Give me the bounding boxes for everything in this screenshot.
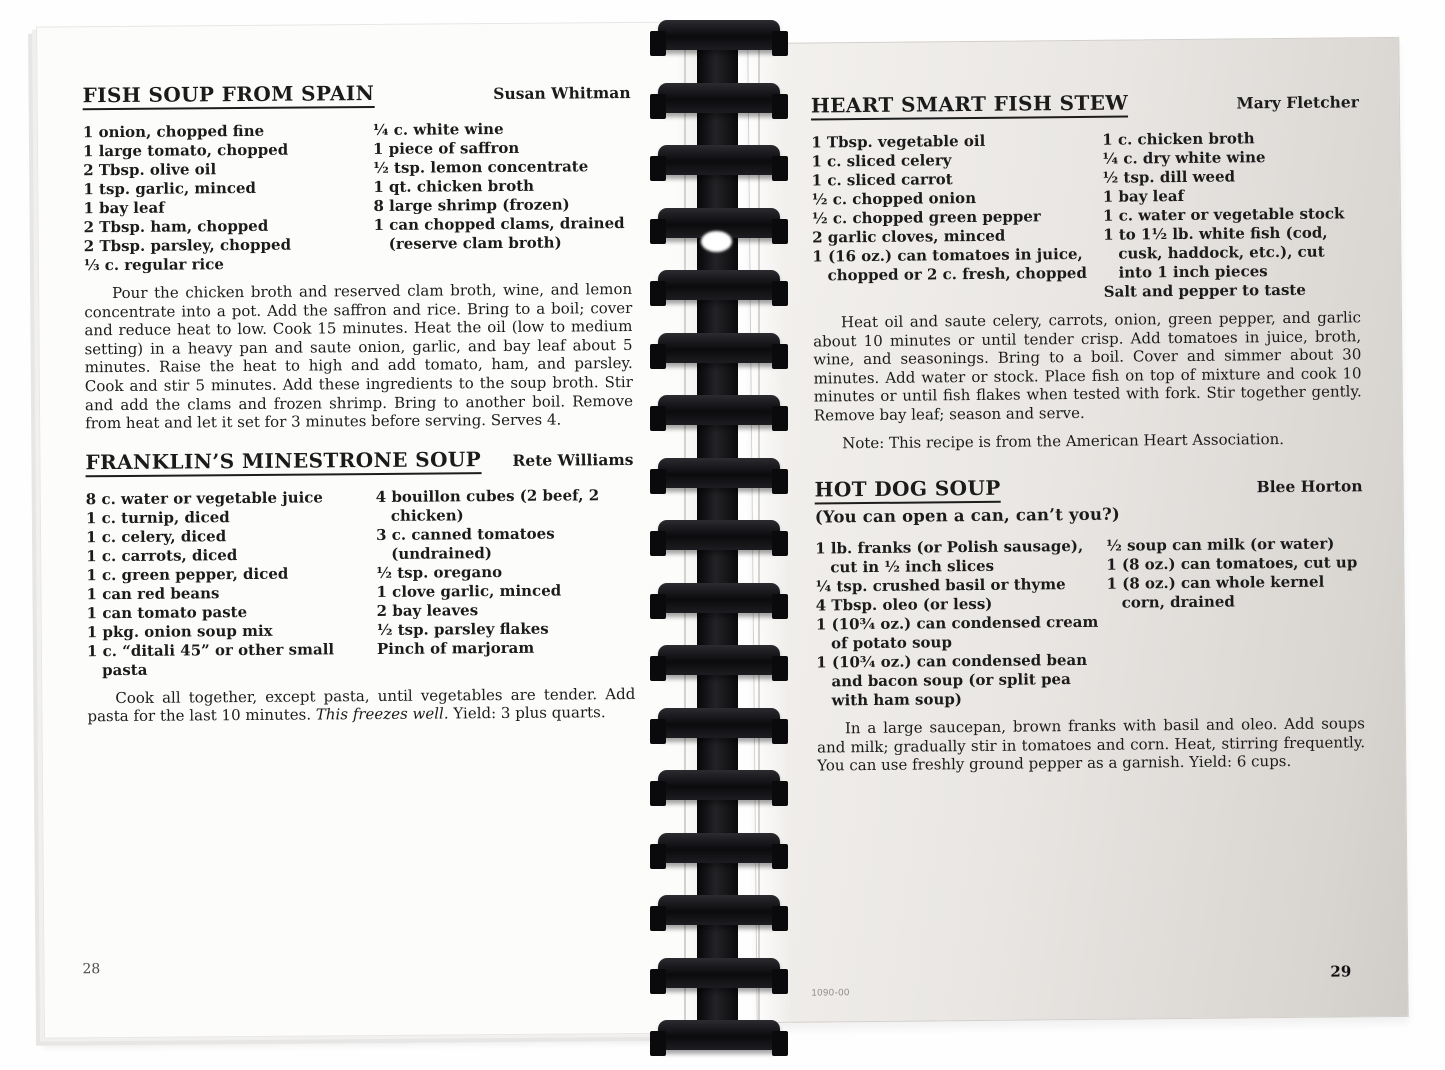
- ingredient-line: 1 c. “ditali 45” or other small pasta: [86, 640, 335, 679]
- binding-glare-highlight: [701, 231, 732, 252]
- ingredient-line: 1 c. chicken broth: [1102, 129, 1255, 149]
- instructions-paragraph: [87, 685, 635, 726]
- ingredient-line: 1 (8 oz.) can tomatoes, cut up: [1106, 553, 1358, 574]
- ingredient-line: 1 piece of saffron: [372, 138, 520, 159]
- ingredients-section: [815, 534, 1365, 710]
- ingredient-line: 1 c. sliced celery: [811, 151, 952, 171]
- ingredient-column: [83, 121, 374, 275]
- binding-ring-tab: [772, 469, 788, 494]
- ingredient-line: 1 c. celery, diced: [85, 526, 227, 547]
- binding-ring: [658, 583, 780, 613]
- binding-ring: [658, 83, 780, 113]
- ingredient-line: 1 large tomato, chopped: [82, 140, 289, 161]
- ingredients-section: [83, 119, 632, 275]
- ingredient-column: [811, 131, 1104, 305]
- ingredient-column: [1102, 128, 1361, 301]
- binding-ring-tab: [772, 1031, 788, 1056]
- ingredient-line: 1 tsp. garlic, minced: [83, 178, 257, 199]
- instructions-text: Yield: 3 plus quarts.: [448, 703, 606, 723]
- ingredient-line: 1 Tbsp. vegetable oil: [811, 131, 986, 152]
- left-page: [36, 21, 714, 1038]
- binding-ring-tab: [650, 281, 666, 306]
- binding-ring-tab: [772, 656, 788, 681]
- recipe-header: [85, 446, 633, 477]
- instructions-text: Cook all together, except pasta, until vegetables are tender. Add pasta for the last 10 minutes.: [87, 684, 636, 726]
- ingredients-section: [86, 486, 635, 680]
- ingredient-line: 8 c. water or vegetable juice: [85, 488, 324, 509]
- binding-ring-tab: [772, 344, 788, 369]
- recipe-franklins-minestrone-soup: [85, 446, 635, 726]
- binding-ring-tab: [772, 719, 788, 744]
- binding-ring: [658, 458, 780, 488]
- binding-ring-tab: [650, 344, 666, 369]
- ingredient-line: 1 clove garlic, minced: [376, 581, 562, 601]
- right-page: [747, 37, 1408, 1023]
- ingredient-line: 1 c. water or vegetable stock: [1102, 204, 1345, 225]
- recipe-title: HEART SMART FISH STEW: [811, 90, 1129, 120]
- binding-ring-tab: [650, 656, 666, 681]
- print-code: 1090-00: [811, 987, 850, 999]
- right-page-content: [811, 88, 1366, 775]
- recipe-title: FRANKLIN’S MINESTRONE SOUP: [85, 447, 481, 477]
- binding-ring: [658, 770, 780, 800]
- ingredient-line: ¼ c. white wine: [372, 119, 504, 140]
- recipe-header: [82, 79, 630, 110]
- ingredient-line: 2 garlic cloves, minced: [812, 226, 1006, 247]
- left-page-content: [82, 79, 635, 726]
- ingredient-line: 2 Tbsp. parsley, chopped: [83, 235, 292, 256]
- ingredient-line: 1 c. turnip, diced: [85, 507, 230, 528]
- binding-ring: [658, 270, 780, 300]
- comb-binding: [630, 0, 820, 1070]
- instructions-paragraph: Pour the chicken broth and reserved clam broth, wine, and lemon concentrate into a pot. Add the saffron and rice. Bring to a boil; cover and reduce heat to low. Cook 15 minutes. Heat the oil (low to medium setting) in a heavy pan and saute onion, garlic, and bay leaf about 5 minutes. Raise the heat to high and add tomato, ham, and parsley. Cook and stir 5 minutes. Add these ingredients to the soup broth. Stir and add the clams and frozen shrimp. Bring to another boil. Remove from heat and let it set for 3 minutes before serving. Serves 4.: [84, 279, 634, 433]
- binding-ring-tab: [772, 406, 788, 431]
- ingredient-line: 1 (8 oz.) can whole kernel corn, drained: [1106, 572, 1325, 612]
- recipe-header: [814, 472, 1362, 504]
- binding-ring-tab: [650, 531, 666, 556]
- ingredient-line: 8 large shrimp (frozen): [373, 195, 570, 216]
- binding-ring: [658, 333, 780, 363]
- recipe-subtitle: (You can open a can, can’t you?): [814, 504, 1121, 527]
- ingredient-line: 1 can chopped clams, drained (reserve clam broth): [373, 214, 625, 253]
- ingredient-column: [1106, 534, 1365, 707]
- binding-ring: [658, 520, 780, 550]
- binding-ring-tab: [650, 1031, 666, 1056]
- ingredient-line: 1 c. sliced carrot: [811, 170, 953, 190]
- ingredient-column: [86, 488, 377, 680]
- recipe-author: Rete Williams: [512, 449, 634, 470]
- binding-ring-tab: [650, 719, 666, 744]
- binding-ring-tab: [650, 406, 666, 431]
- ingredient-line: ½ soup can milk (or water): [1106, 534, 1335, 555]
- ingredient-line: 1 c. green pepper, diced: [86, 564, 289, 585]
- ingredient-line: 4 bouillon cubes (2 beef, 2 chicken): [375, 485, 600, 525]
- instructions-paragraph: In a large saucepan, brown franks with basil and oleo. Add soups and milk; gradually stir in tomatoes and corn. Heat, stirring frequently. You can use freshly ground pepper as a garnish. Yield: 6 cups.: [816, 714, 1366, 775]
- binding-ring-tab: [650, 844, 666, 869]
- recipe-author: Susan Whitman: [493, 82, 631, 104]
- ingredient-line: 1 (10¾ oz.) can condensed bean and bacon soup (or split pea with ham soup): [816, 651, 1088, 710]
- ingredient-line: 1 qt. chicken broth: [373, 176, 535, 197]
- binding-ring-tab: [772, 594, 788, 619]
- binding-ring-tab: [772, 219, 788, 244]
- ingredient-line: 1 can red beans: [86, 583, 220, 604]
- ingredient-line: 2 Tbsp. ham, chopped: [83, 216, 269, 237]
- ingredient-line: Salt and pepper to taste: [1103, 280, 1306, 301]
- binding-ring-tab: [650, 156, 666, 181]
- ingredient-line: 1 (16 oz.) can tomatoes in juice, chopped or 2 c. fresh, chopped: [812, 244, 1088, 285]
- binding-ring-tab: [772, 156, 788, 181]
- binding-ring-tab: [772, 94, 788, 119]
- ingredient-line: 2 Tbsp. olive oil: [83, 160, 217, 180]
- instructions-paragraph: Heat oil and saute celery, carrots, onion, green pepper, and garlic about 10 minutes or until tender crisp. Add tomatoes in juice, broth, wine, and seasonings. Bring to a boil. Cover and simmer about 30 minutes. Add water or stock. Place fish on top of mixture and cook 10 minutes or until fish flakes when tested with fork. Stir together gently. Remove bay leaf; season and serve.: [813, 308, 1362, 425]
- recipe-header: [811, 88, 1359, 120]
- binding-ring-tab: [772, 969, 788, 994]
- ingredient-line: 1 to 1½ lb. white fish (cod, cusk, haddock, etc.), cut into 1 inch pieces: [1103, 223, 1328, 282]
- ingredient-line: 1 bay leaf: [1102, 186, 1185, 206]
- binding-ring: [658, 395, 780, 425]
- binding-ring-tab: [772, 531, 788, 556]
- binding-ring: [658, 645, 780, 675]
- page-number: 28: [82, 961, 101, 978]
- recipe-fish-soup-from-spain: [82, 79, 633, 433]
- ingredient-line: 1 can tomato paste: [86, 602, 248, 623]
- binding-ring: [658, 145, 780, 175]
- binding-ring: [658, 895, 780, 925]
- ingredient-line: ⅓ c. regular rice: [83, 255, 224, 275]
- ingredient-line: 1 c. carrots, diced: [86, 545, 238, 566]
- recipe-title: HOT DOG SOUP: [814, 476, 1000, 505]
- ingredient-line: ½ tsp. parsley flakes: [376, 619, 549, 639]
- ingredient-line: 3 c. canned tomatoes (undrained): [375, 524, 555, 563]
- ingredient-line: ½ tsp. oregano: [376, 562, 503, 582]
- recipe-title: FISH SOUP FROM SPAIN: [82, 81, 374, 110]
- binding-ring-tab: [772, 781, 788, 806]
- ingredient-column: [815, 537, 1108, 711]
- binding-ring-tab: [772, 844, 788, 869]
- ingredient-column: [376, 486, 635, 678]
- binding-ring: [658, 958, 780, 988]
- binding-ring-tab: [650, 906, 666, 931]
- binding-ring-tab: [650, 219, 666, 244]
- recipe-author: Blee Horton: [1256, 476, 1363, 497]
- recipe-heart-smart-fish-stew: [811, 88, 1362, 452]
- binding-ring: [658, 833, 780, 863]
- binding-ring-tab: [772, 281, 788, 306]
- page-number: 29: [1330, 962, 1352, 981]
- binding-ring-tab: [650, 469, 666, 494]
- ingredient-line: 1 pkg. onion soup mix: [86, 621, 273, 642]
- ingredient-line: Pinch of marjoram: [376, 638, 535, 658]
- ingredient-line: ½ tsp. lemon concentrate: [373, 157, 589, 178]
- ingredient-line: 1 onion, chopped fine: [82, 121, 265, 142]
- binding-ring: [658, 1020, 780, 1050]
- binding-ring-tab: [650, 31, 666, 56]
- binding-ring-tab: [772, 906, 788, 931]
- ingredient-line: 2 bay leaves: [376, 600, 479, 620]
- ingredient-line: ½ c. chopped onion: [811, 188, 977, 209]
- ingredients-section: [811, 128, 1361, 304]
- binding-ring-tab: [650, 969, 666, 994]
- recipe-hot-dog-soup: [814, 472, 1365, 775]
- ingredient-line: ¼ c. dry white wine: [1102, 148, 1266, 168]
- ingredient-line: 1 lb. franks (or Polish sausage), cut in ½ inch slices: [815, 537, 1084, 577]
- recipe-author: Mary Fletcher: [1236, 92, 1359, 113]
- ingredient-line: 1 bay leaf: [83, 198, 165, 218]
- binding-ring-tab: [650, 594, 666, 619]
- ingredient-line: ½ c. chopped green pepper: [811, 207, 1041, 228]
- instructions-italic-text: This freezes well.: [315, 704, 449, 724]
- ingredient-line: 1 (10¾ oz.) can condensed cream of potato soup: [815, 612, 1099, 653]
- ingredient-line: ½ tsp. dill weed: [1102, 167, 1236, 187]
- binding-ring-tab: [772, 31, 788, 56]
- ingredient-line: 4 Tbsp. oleo (or less): [815, 594, 993, 615]
- ingredient-line: ¼ tsp. crushed basil or thyme: [815, 575, 1066, 596]
- binding-ring: [658, 20, 780, 50]
- ingredient-column: [373, 119, 632, 273]
- binding-ring-tab: [650, 781, 666, 806]
- binding-ring: [658, 708, 780, 738]
- recipe-note: Note: This recipe is from the American Heart Association.: [842, 429, 1285, 452]
- binding-ring-tab: [650, 94, 666, 119]
